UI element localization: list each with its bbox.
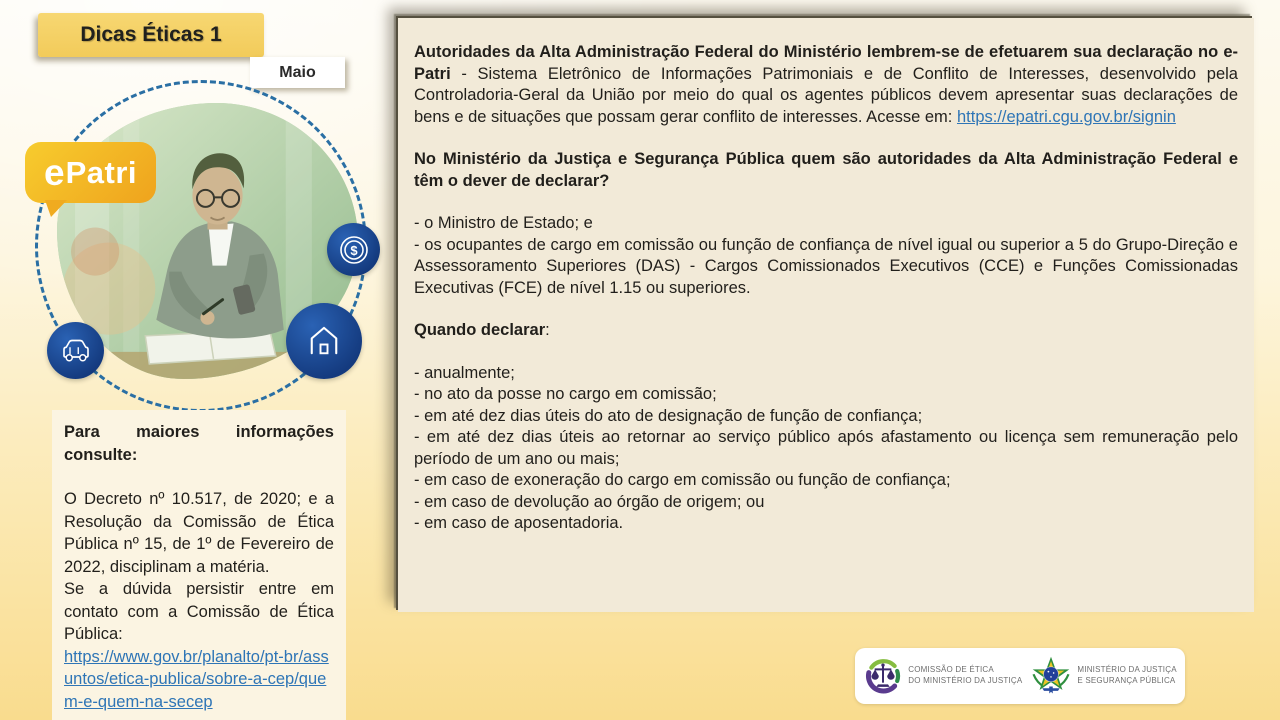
ethics-commission-logo-unit (863, 656, 1022, 696)
month-label: Maio (279, 63, 316, 81)
list-item: - em caso de exoneração do cargo em comissão ou função de confiança; (414, 471, 951, 489)
question-bold-text: No Ministério da Justiça e Segurança Pública quem são autoridades da Alta Administração Federal e têm o dever de declarar? (414, 150, 1238, 190)
list-item: - em caso de aposentadoria. (414, 514, 624, 532)
ethics-commission-label: COMISSÃO DE ÉTICA DO MINISTÉRIO DA JUSTIÇA (908, 665, 1023, 685)
when-declare-bold: Quando declarar (414, 321, 546, 339)
footer-logos (855, 648, 1185, 704)
intro-body-text: - Sistema Eletrônico de Informações Patrimoniais e de Conflito de Interesses, desenvolvido pela Controladoria-Geral da União por meio do qual os agentes públicos devem apresentar suas declarações de bens e de situações que possam gerar conflito de interesses. Acesse em: (414, 64, 1238, 126)
epatri-logo-e: e (44, 152, 65, 193)
info-decree-text: O Decreto nº 10.517, de 2020; e a Resolução da Comissão de Ética Pública nº 15, de 1º de Fevereiro de 2022, disciplinam a matéria. (64, 490, 334, 576)
coin-icon (327, 223, 380, 276)
title-banner (38, 13, 264, 57)
list-item: - em até dez dias úteis ao retornar ao serviço público após afastamento ou licença sem remuneração pelo período de um ano ou mais; (414, 428, 1238, 468)
car-icon (47, 322, 104, 379)
svg-text:$: $ (349, 242, 358, 258)
epatri-signin-link[interactable]: https://epatri.cgu.gov.br/signin (956, 107, 1176, 126)
list-item: - anualmente; (414, 363, 515, 382)
list-item: - em até dez dias úteis do ato de designação de função de confiança; (414, 406, 923, 425)
brazil-coat-of-arms-icon (1030, 655, 1072, 697)
ethics-commission-seal-icon (863, 656, 903, 696)
info-panel (52, 410, 346, 720)
ministry-logo-unit (1030, 655, 1176, 697)
intro-bold-text: Autoridades da Alta Administração Federal do Ministério lembrem-se de efetuarem sua declaração no e-Patri (414, 43, 1238, 83)
when-declare-colon: : (545, 321, 550, 339)
list-item: - no ato da posse no cargo em comissão; (414, 385, 717, 403)
info-heading: Para maiores informações consulte: (64, 423, 334, 464)
epatri-logo-text: Patri (65, 155, 137, 190)
month-badge (250, 57, 345, 88)
epatri-logo (25, 142, 156, 203)
epatri-illustration (0, 95, 400, 405)
ethics-commission-link[interactable]: https://www.gov.br/planalto/pt-br/assuntos/etica-publica/sobre-a-cep/quem-e-quem-na-secep (64, 647, 329, 711)
page-title: Dicas Éticas 1 (80, 23, 222, 46)
when-declare-heading (414, 320, 1238, 342)
list-item: - o Ministro de Estado; e (414, 214, 593, 232)
list-item: - os ocupantes de cargo em comissão ou função de confiança de nível igual ou superior a 5 do Grupo-Direção e Assessoramento Superiores (DAS) - Cargos Comissionados Executivos (CCE) e Funções Comissionadas Executivas (FCE) de nível 1.15 ou superiores. (414, 235, 1238, 297)
who-must-declare-list (414, 213, 1238, 299)
paragraph-question (414, 149, 1238, 192)
info-contact-text: Se a dúvida persistir entre em contato com a Comissão de Ética Pública: (64, 580, 334, 643)
when-declare-list (414, 363, 1238, 535)
house-icon (286, 303, 362, 379)
paragraph-epatri-intro (414, 42, 1238, 128)
main-text-panel (398, 18, 1254, 612)
list-item: - em caso de devolução ao órgão de origem; ou (414, 492, 765, 511)
ministry-label: MINISTÉRIO DA JUSTIÇA E SEGURANÇA PÚBLICA (1077, 665, 1177, 685)
